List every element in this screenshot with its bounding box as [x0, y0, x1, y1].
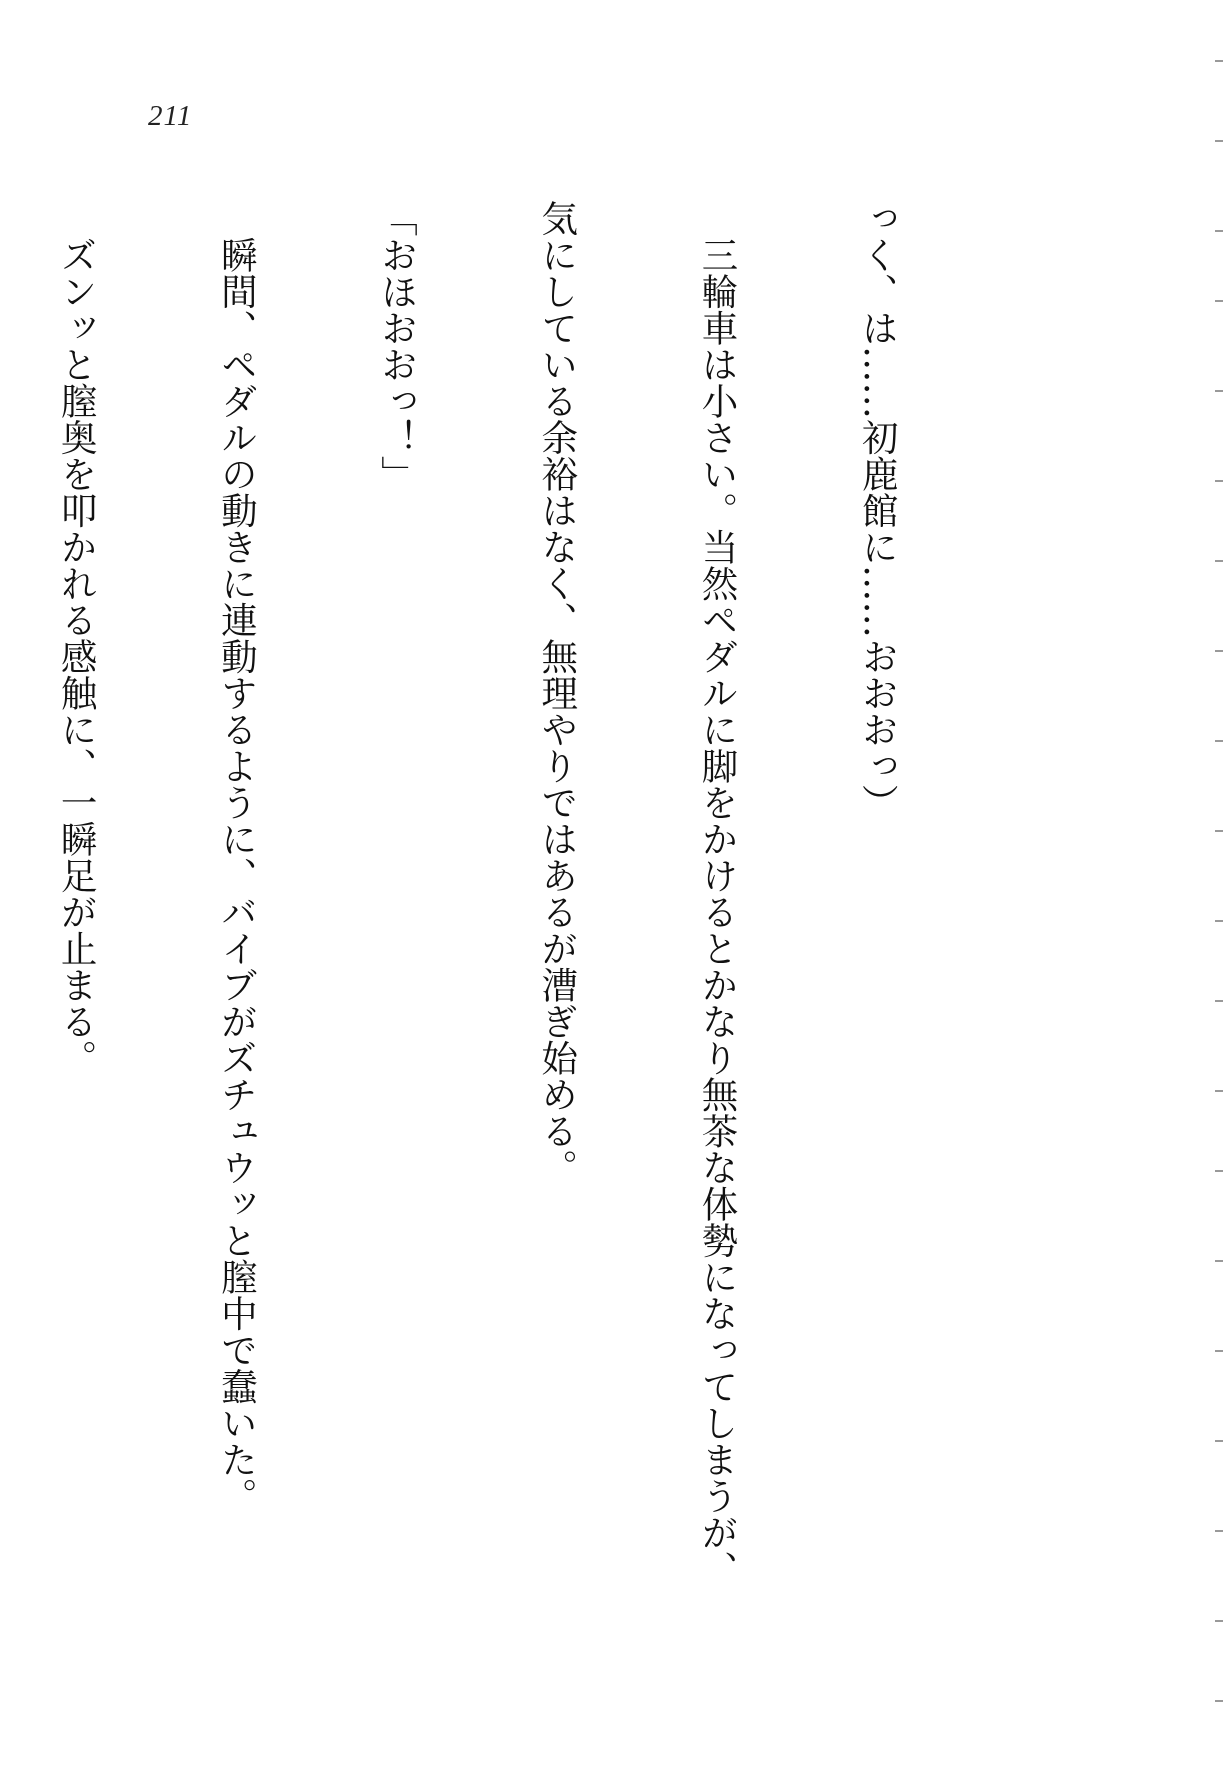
edge-mark: [1215, 560, 1223, 562]
text-line: っく、は……初鹿館に……おおおっ）: [856, 200, 900, 821]
text-line: 「おほおおっ！」: [375, 200, 419, 492]
edge-mark: [1215, 1440, 1223, 1442]
edge-mark: [1215, 230, 1223, 232]
edge-mark: [1215, 390, 1223, 392]
edge-mark: [1215, 1350, 1223, 1352]
edge-mark: [1215, 300, 1223, 302]
text-line: 気にしている余裕はなく、無理やりではあるが漕ぎ始める。: [535, 200, 579, 1186]
scan-top-edge: [0, 0, 1223, 4]
edge-mark: [1215, 1000, 1223, 1002]
edge-mark: [1215, 830, 1223, 832]
text-line: 瞬間、ペダルの動きに連動するように、バイブがズチュウッと膣中で蠢いた。: [215, 200, 259, 1514]
text-line: ズンッと膣奥を叩かれる感触に、一瞬足が止まる。: [55, 200, 99, 1076]
edge-mark: [1215, 1700, 1223, 1702]
edge-mark: [1215, 650, 1223, 652]
edge-mark: [1215, 740, 1223, 742]
edge-mark: [1215, 60, 1223, 62]
edge-mark: [1215, 1090, 1223, 1092]
edge-mark: [1215, 1260, 1223, 1262]
edge-mark: [1215, 1530, 1223, 1532]
scan-edge-marks: [1211, 0, 1223, 1767]
edge-mark: [1215, 1170, 1223, 1172]
edge-mark: [1215, 1620, 1223, 1622]
edge-mark: [1215, 920, 1223, 922]
edge-mark: [1215, 480, 1223, 482]
page-number: 211: [148, 100, 193, 132]
vertical-text-body: [0, 200, 1011, 1680]
edge-mark: [1215, 140, 1223, 142]
text-line: 三輪車は小さい。当然ペダルに脚をかけるとかなり無茶な体勢になってしまうが、: [695, 200, 739, 1587]
